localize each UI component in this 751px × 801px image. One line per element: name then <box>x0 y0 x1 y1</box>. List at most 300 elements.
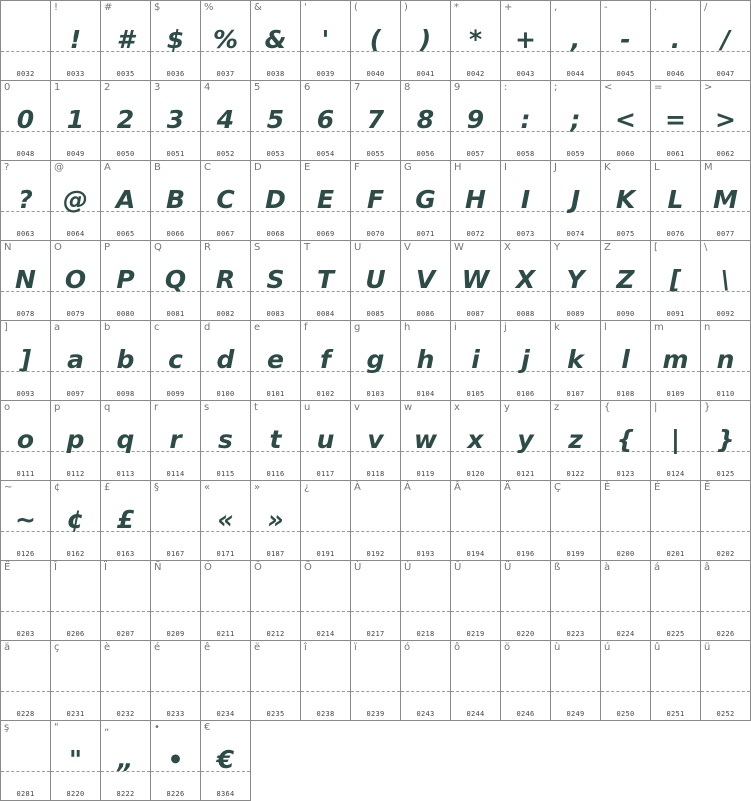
glyph-cell <box>301 561 351 641</box>
glyph-code: 0036 <box>166 70 185 78</box>
glyph-cell <box>1 721 51 801</box>
glyph-cell <box>1 481 51 561</box>
glyph-sample: % <box>212 25 239 54</box>
glyph-code: 0232 <box>116 710 135 718</box>
glyph-cell <box>601 1 651 81</box>
glyph-sample: $ <box>166 25 185 54</box>
glyph-sample: & <box>264 25 287 54</box>
glyph-code: 0120 <box>466 470 485 478</box>
glyph-label: Ê <box>704 482 711 493</box>
glyph-label: ï <box>354 642 357 653</box>
glyph-cell <box>151 241 201 321</box>
glyph-cell <box>551 561 601 641</box>
glyph-label: ] <box>4 322 8 333</box>
glyph-label: ü <box>704 642 711 653</box>
glyph-sample <box>701 663 750 697</box>
glyph-code: 0214 <box>316 630 335 638</box>
glyph-sample: x <box>467 425 484 454</box>
glyph-label: = <box>654 82 663 93</box>
glyph-label: o <box>4 402 11 413</box>
glyph-label: ô <box>454 642 461 653</box>
glyph-code: 0087 <box>466 310 485 318</box>
glyph-label: { <box>604 402 611 413</box>
glyph-label: l <box>604 322 607 333</box>
glyph-cell <box>601 241 651 321</box>
glyph-code: 0074 <box>566 230 585 238</box>
glyph-label: ! <box>54 2 59 13</box>
glyph-cell <box>51 81 101 161</box>
glyph-label: È <box>604 482 611 493</box>
glyph-code: 0121 <box>516 470 535 478</box>
glyph-cell <box>1 641 51 721</box>
glyph-sample <box>201 583 250 617</box>
glyph-label: D <box>254 162 262 173</box>
glyph-code: 0046 <box>666 70 685 78</box>
glyph-cell <box>551 241 601 321</box>
glyph-code: 0124 <box>666 470 685 478</box>
glyph-label: O <box>54 242 62 253</box>
glyph-code: 0048 <box>16 150 35 158</box>
glyph-cell <box>451 161 501 241</box>
glyph-label: 8 <box>404 82 411 93</box>
glyph-sample: 2 <box>116 105 135 134</box>
glyph-code: 0226 <box>716 630 735 638</box>
glyph-label: 9 <box>454 82 461 93</box>
glyph-cell <box>551 321 601 401</box>
glyph-code: 0047 <box>716 70 735 78</box>
glyph-sample: # <box>116 25 135 54</box>
glyph-code: 0089 <box>566 310 585 318</box>
glyph-code: 0206 <box>66 630 85 638</box>
glyph-sample: g <box>366 345 385 374</box>
glyph-sample <box>1 663 50 697</box>
glyph-label: R <box>204 242 211 253</box>
glyph-code: 0116 <box>266 470 285 478</box>
glyph-code: 0080 <box>116 310 135 318</box>
glyph-sample: , <box>570 25 581 54</box>
glyph-sample <box>501 503 550 537</box>
glyph-cell <box>401 641 451 721</box>
glyph-code: 0077 <box>716 230 735 238</box>
glyph-code: 0114 <box>166 470 185 478</box>
glyph-label: : <box>504 82 508 93</box>
glyph-code: 0122 <box>566 470 585 478</box>
glyph-cell <box>101 241 151 321</box>
glyph-cell <box>201 401 251 481</box>
glyph-sample <box>401 583 450 617</box>
glyph-cell <box>51 161 101 241</box>
glyph-cell <box>351 481 401 561</box>
glyph-cell <box>401 561 451 641</box>
glyph-code: 0099 <box>166 390 185 398</box>
glyph-label: a <box>54 322 61 333</box>
glyph-sample: + <box>515 25 536 54</box>
glyph-label: ( <box>354 2 358 13</box>
glyph-label: ê <box>204 642 211 653</box>
glyph-sample <box>301 663 350 697</box>
glyph-sample: 5 <box>266 105 285 134</box>
glyph-cell <box>651 161 701 241</box>
glyph-code: 0061 <box>666 150 685 158</box>
glyph-cell <box>101 321 151 401</box>
glyph-cell <box>651 641 701 721</box>
glyph-sample <box>651 663 700 697</box>
glyph-label: Ö <box>304 562 312 573</box>
glyph-sample: 1 <box>66 105 85 134</box>
glyph-code: 0244 <box>466 710 485 718</box>
glyph-code: 0076 <box>666 230 685 238</box>
glyph-code: 0085 <box>366 310 385 318</box>
glyph-code: 0234 <box>216 710 235 718</box>
glyph-label: Y <box>554 242 561 253</box>
glyph-label: b <box>104 322 111 333</box>
glyph-sample: B <box>165 185 186 214</box>
glyph-cell <box>201 161 251 241</box>
glyph-sample: e <box>267 345 284 374</box>
glyph-code: 0187 <box>266 550 285 558</box>
glyph-label: É <box>654 482 661 493</box>
glyph-sample: Z <box>616 265 635 294</box>
glyph-label: v <box>354 402 360 413</box>
glyph-code: 0212 <box>266 630 285 638</box>
glyph-code: 0250 <box>616 710 635 718</box>
glyph-label: S <box>254 242 261 253</box>
glyph-sample: R <box>215 265 236 294</box>
glyph-label: > <box>704 82 713 93</box>
glyph-label: 4 <box>204 82 211 93</box>
glyph-cell <box>251 641 301 721</box>
glyph-sample: X <box>515 265 536 294</box>
glyph-code: 0062 <box>716 150 735 158</box>
glyph-cell <box>651 481 701 561</box>
glyph-sample: . <box>670 25 681 54</box>
glyph-sample: W <box>461 265 490 294</box>
glyph-sample <box>501 663 550 697</box>
glyph-label: ~ <box>4 482 13 493</box>
glyph-sample: „ <box>117 745 134 774</box>
glyph-sample: C <box>216 185 235 214</box>
glyph-label: T <box>304 242 311 253</box>
glyph-label: L <box>654 162 660 173</box>
glyph-sample <box>101 663 150 697</box>
glyph-cell <box>151 401 201 481</box>
glyph-sample: K <box>615 185 636 214</box>
glyph-cell <box>601 401 651 481</box>
glyph-sample: w <box>413 425 438 454</box>
glyph-sample: ~ <box>15 505 36 534</box>
glyph-code: 0035 <box>116 70 135 78</box>
glyph-sample: H <box>465 185 486 214</box>
glyph-sample: " <box>68 745 83 774</box>
glyph-sample: 3 <box>166 105 185 134</box>
glyph-label: U <box>354 242 362 253</box>
glyph-cell <box>451 481 501 561</box>
glyph-label: f <box>304 322 308 333</box>
glyph-cell <box>201 481 251 561</box>
glyph-code: 0041 <box>416 70 435 78</box>
glyph-cell <box>401 401 451 481</box>
glyph-label: C <box>204 162 211 173</box>
glyph-cell <box>301 641 351 721</box>
glyph-label: g <box>354 322 361 333</box>
glyph-label: ? <box>4 162 10 173</box>
glyph-code: 0249 <box>566 710 585 718</box>
glyph-sample <box>151 663 200 697</box>
glyph-code: 8222 <box>116 790 135 798</box>
glyph-cell <box>151 81 201 161</box>
glyph-code: 0052 <box>216 150 235 158</box>
glyph-sample <box>201 663 250 697</box>
glyph-cell <box>551 641 601 721</box>
glyph-sample <box>1 583 50 617</box>
glyph-code: 0098 <box>116 390 135 398</box>
glyph-sample: G <box>415 185 436 214</box>
glyph-sample: Y <box>566 265 585 294</box>
glyph-label: ö <box>504 642 511 653</box>
glyph-cell <box>451 1 501 81</box>
glyph-sample: z <box>568 425 583 454</box>
glyph-cell <box>501 241 551 321</box>
glyph-label: Û <box>454 562 462 573</box>
glyph-sample: A <box>115 185 136 214</box>
glyph-cell <box>301 321 351 401</box>
glyph-cell <box>501 321 551 401</box>
glyph-label: ' <box>304 2 307 13</box>
glyph-label: ä <box>4 642 11 653</box>
glyph-label: [ <box>654 242 658 253</box>
glyph-label: e <box>254 322 261 333</box>
glyph-cell <box>201 641 251 721</box>
glyph-label: Ñ <box>154 562 162 573</box>
glyph-sample: \ <box>720 265 731 294</box>
glyph-sample: ] <box>19 345 32 374</box>
glyph-label: " <box>54 722 59 733</box>
glyph-code: 8364 <box>216 790 235 798</box>
glyph-sample: o <box>16 425 35 454</box>
glyph-label: t <box>254 402 258 413</box>
glyph-label: X <box>504 242 511 253</box>
glyph-cell <box>51 481 101 561</box>
glyph-label: 1 <box>54 82 61 93</box>
glyph-cell <box>451 641 501 721</box>
glyph-code: 0200 <box>616 550 635 558</box>
glyph-code: 0051 <box>166 150 185 158</box>
glyph-sample <box>1 23 50 57</box>
glyph-code: 0194 <box>466 550 485 558</box>
glyph-cell <box>101 641 151 721</box>
glyph-code: 0203 <box>16 630 35 638</box>
glyph-code: 0112 <box>66 470 85 478</box>
glyph-cell <box>201 721 251 801</box>
glyph-code: 0056 <box>416 150 435 158</box>
glyph-label: i <box>454 322 457 333</box>
glyph-sample: [ <box>669 265 682 294</box>
glyph-cell <box>151 1 201 81</box>
glyph-code: 0281 <box>16 790 35 798</box>
glyph-code: 0228 <box>16 710 35 718</box>
glyph-sample <box>351 583 400 617</box>
glyph-sample: q <box>116 425 135 454</box>
glyph-label: K <box>604 162 611 173</box>
glyph-cell <box>1 81 51 161</box>
glyph-sample: € <box>216 745 235 774</box>
glyph-cell <box>301 81 351 161</box>
glyph-sample <box>451 583 500 617</box>
glyph-code: 0055 <box>366 150 385 158</box>
glyph-label: € <box>204 722 211 733</box>
glyph-sample: * <box>468 25 483 54</box>
glyph-label: Ô <box>254 562 262 573</box>
glyph-label: 3 <box>154 82 161 93</box>
glyph-code: 0054 <box>316 150 335 158</box>
glyph-sample: ) <box>419 25 432 54</box>
glyph-cell <box>701 241 751 321</box>
glyph-cell <box>251 401 301 481</box>
glyph-sample <box>351 663 400 697</box>
glyph-cell <box>201 561 251 641</box>
glyph-label: „ <box>104 722 110 733</box>
glyph-cell <box>301 481 351 561</box>
glyph-sample: S <box>266 265 285 294</box>
glyph-code: 0110 <box>716 390 735 398</box>
glyph-cell <box>301 161 351 241</box>
glyph-sample: » <box>267 505 284 534</box>
glyph-label: < <box>604 82 613 93</box>
glyph-sample <box>151 583 200 617</box>
glyph-label: J <box>554 162 557 173</box>
glyph-cell <box>701 321 751 401</box>
glyph-label: 0 <box>4 82 11 93</box>
glyph-sample: Q <box>164 265 187 294</box>
glyph-label: 2 <box>104 82 111 93</box>
glyph-code: 0033 <box>66 70 85 78</box>
glyph-code: 0064 <box>66 230 85 238</box>
glyph-code: 0231 <box>66 710 85 718</box>
glyph-label: Ù <box>354 562 362 573</box>
glyph-sample: c <box>168 345 183 374</box>
glyph-code: 0045 <box>616 70 635 78</box>
glyph-sample <box>701 583 750 617</box>
glyph-cell <box>501 1 551 81</box>
glyph-label: x <box>454 402 460 413</box>
glyph-sample: 4 <box>216 105 235 134</box>
glyph-code: 0088 <box>516 310 535 318</box>
glyph-code: 0049 <box>66 150 85 158</box>
glyph-cell <box>551 481 601 561</box>
glyph-sample: ¢ <box>66 505 85 534</box>
glyph-sample <box>251 583 300 617</box>
glyph-code: 0053 <box>266 150 285 158</box>
glyph-code: 0109 <box>666 390 685 398</box>
glyph-cell <box>601 161 651 241</box>
glyph-cell <box>651 1 701 81</box>
glyph-code: 0219 <box>466 630 485 638</box>
glyph-sample: d <box>216 345 235 374</box>
glyph-sample: « <box>217 505 234 534</box>
glyph-sample <box>151 503 200 537</box>
glyph-sample: n <box>716 345 735 374</box>
glyph-sample: ' <box>321 25 330 54</box>
glyph-label: W <box>454 242 464 253</box>
glyph-cell <box>651 401 701 481</box>
glyph-label: B <box>154 162 161 173</box>
glyph-cell <box>251 161 301 241</box>
glyph-label: ; <box>554 82 558 93</box>
glyph-label: £ <box>104 482 111 493</box>
glyph-label: , <box>554 2 558 13</box>
glyph-label: h <box>404 322 411 333</box>
glyph-code: 0125 <box>716 470 735 478</box>
glyph-label: Á <box>404 482 411 493</box>
glyph-label: q <box>104 402 111 413</box>
glyph-cell <box>301 401 351 481</box>
glyph-code: 0092 <box>716 310 735 318</box>
glyph-cell <box>1 561 51 641</box>
glyph-cell <box>351 321 401 401</box>
glyph-cell <box>251 81 301 161</box>
glyph-sample <box>701 503 750 537</box>
glyph-code: 0058 <box>516 150 535 158</box>
glyph-code: 0084 <box>316 310 335 318</box>
glyph-label: ç <box>54 642 60 653</box>
glyph-sample: b <box>116 345 135 374</box>
glyph-cell <box>351 1 401 81</box>
glyph-sample: E <box>316 185 335 214</box>
glyph-code: 0050 <box>116 150 135 158</box>
glyph-code: 0075 <box>616 230 635 238</box>
glyph-sample: O <box>64 265 87 294</box>
glyph-cell <box>151 161 201 241</box>
glyph-code: 0126 <box>16 550 35 558</box>
glyph-sample: r <box>169 425 182 454</box>
glyph-cell <box>701 81 751 161</box>
glyph-cell <box>701 1 751 81</box>
glyph-label: + <box>504 2 513 13</box>
glyph-code: 0078 <box>16 310 35 318</box>
glyph-cell <box>301 1 351 81</box>
glyph-code: 0083 <box>266 310 285 318</box>
glyph-code: 0106 <box>516 390 535 398</box>
glyph-cell <box>401 321 451 401</box>
glyph-label: w <box>404 402 413 413</box>
glyph-sample: 6 <box>316 105 335 134</box>
glyph-code: 0042 <box>466 70 485 78</box>
glyph-cell <box>101 1 151 81</box>
glyph-sample: / <box>720 25 731 54</box>
glyph-cell <box>451 561 501 641</box>
glyph-label: j <box>504 322 507 333</box>
glyph-cell <box>401 81 451 161</box>
glyph-cell <box>651 241 701 321</box>
glyph-cell <box>651 81 701 161</box>
glyph-code: 0196 <box>516 550 535 558</box>
glyph-cell <box>101 401 151 481</box>
glyph-label: § <box>154 482 159 493</box>
glyph-code: 0235 <box>266 710 285 718</box>
glyph-cell <box>501 161 551 241</box>
glyph-label: Ä <box>504 482 511 493</box>
glyph-label: 6 <box>304 82 311 93</box>
glyph-cell <box>101 481 151 561</box>
glyph-code: 0086 <box>416 310 435 318</box>
glyph-code: 0115 <box>216 470 235 478</box>
glyph-cell <box>701 401 751 481</box>
glyph-cell <box>401 481 451 561</box>
glyph-cell <box>401 241 451 321</box>
glyph-sample <box>601 503 650 537</box>
glyph-label: M <box>704 162 713 173</box>
glyph-cell <box>501 561 551 641</box>
